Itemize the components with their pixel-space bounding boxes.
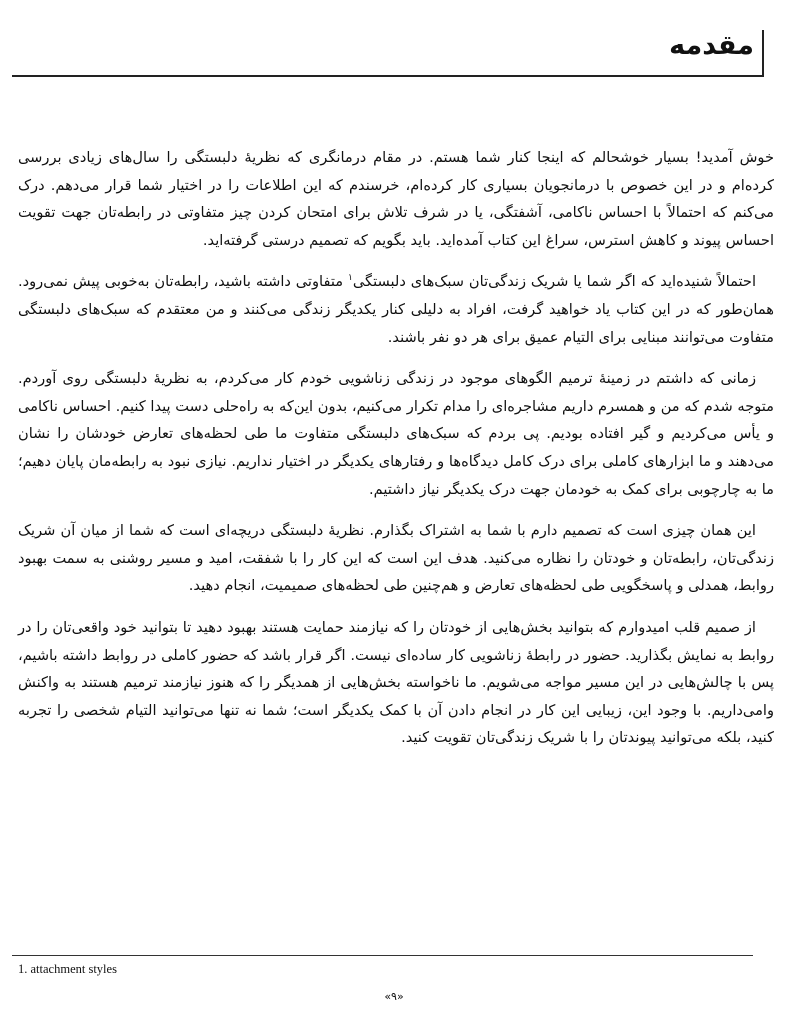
paragraph (18, 268, 774, 351)
footnote-reference: ۱ (348, 273, 353, 284)
paragraph: از صمیم قلب امیدوارم که بتوانید بخش‌هایی از خودتان را که نیازمند حمایت هستند بهبود دهید تا بتوانید خود واقعی‌تان را در روابط به نمایش بگذارید. حضور در رابطهٔ زناشویی کار ساده‌ای نیست. اگر قرار باشد که حضور کاملی در روابط داشته باشیم، پس با چالش‌هایی در این مسیر مواجه می‌شویم. ما ناخواسته بخش‌هایی از همدیگر را که هنوز نیازمند ترمیم هستند به واکنش وامی‌داریم. با وجود این، زیبایی این کار در انجام دادن آن با کمک یکدیگر است؛ شما نه تنها می‌توانید التیام شخصی را تجربه کنید، بلکه می‌توانید پیوندتان را با شریک زندگی‌تان تقویت کنید. (18, 618, 774, 747)
paragraph: خوش آمدید! بسیار خوشحالم که اینجا کنار شما هستم. در مقام درمانگری که نظریهٔ دلبستگی را سال‌های زیادی بررسی کرده‌ام و در این خصوص با درمانجویان بسیاری کار کرده‌ام، خرسندم که این اطلاعات را در اختیار شما قرار می‌دهم. درک می‌کنم که احتمالاً با احساس ناکامی، آشفتگی، یا در شرف تلاش برای امتحان کردن چیز متفاوتی در رابطه‌تان جهت تقویت احساس پیوند و کاهش استرس، سراغ این کتاب آمده‌اید. باید بگویم که تصمیم درستی گرفته‌اید. (18, 149, 774, 249)
body-text (18, 144, 774, 766)
paragraph-text: متفاوتی داشته باشید، رابطه‌تان به‌خوبی پیش نمی‌رود. همان‌طور که در این کتاب یاد خواهید گرفت، افراد به دلیلی کنار یکدیگر زندگی می‌کنند و من معتقدم که سبک‌های دلبستگی متفاوت می‌توانند مبنایی برای التیام عمیق برای هر دو نفر باشند. (18, 273, 774, 346)
header-rule (12, 75, 764, 77)
footnote-rule (12, 955, 753, 956)
chapter-title: مقدمه (669, 30, 754, 61)
paragraph: زمانی که داشتم در زمینهٔ ترمیم الگوهای موجود در زندگی زناشویی خودم کار می‌کردم، به نظریهٔ دلبستگی روی آوردم. متوجه شدم که من و همسرم داریم مشاجره‌ای را مدام تکرار می‌کنیم، بدون این‌که به راه‌حلی دست پیدا کنیم. احساس ناکامی و یأس می‌کردیم و گیر افتاده بودیم. پی بردم که سبک‌های دلبستگی متفاوت ما طی لحظه‌های تعارض خودشان را نشان می‌دهند و ما ابزارهای کاملی برای درک کامل دیدگاه‌ها و رفتارهای یکدیگر در اختیار نداریم. نیازی نبود به رابطه‌مان پایان دهیم؛ ما به چارچوبی برای کمک به خودمان جهت درک یکدیگر نیاز داشتیم. (18, 370, 774, 498)
paragraph: این همان چیزی است که تصمیم دارم با شما به اشتراک بگذارم. نظریهٔ دلبستگی دریچه‌ای است که شما از میان آن شریک زندگی‌تان، رابطه‌تان و خودتان را نظاره می‌کنید. هدف این است که این کار را با شفقت، امید و مسیر روشنی به سمت بهبود روابط، همدلی و پاسخگویی طی لحظه‌های تعارض و هم‌چنین طی لحظه‌های صمیمیت، انجام دهید. (18, 522, 774, 595)
page-number: «۹» (384, 990, 404, 1003)
footnote: 1. attachment styles (18, 962, 117, 976)
header-vertical-rule (762, 30, 764, 77)
paragraph-text: احتمالاً شنیده‌اید که اگر شما یا شریک زندگی‌تان سبک‌های دلبستگی (352, 273, 756, 291)
